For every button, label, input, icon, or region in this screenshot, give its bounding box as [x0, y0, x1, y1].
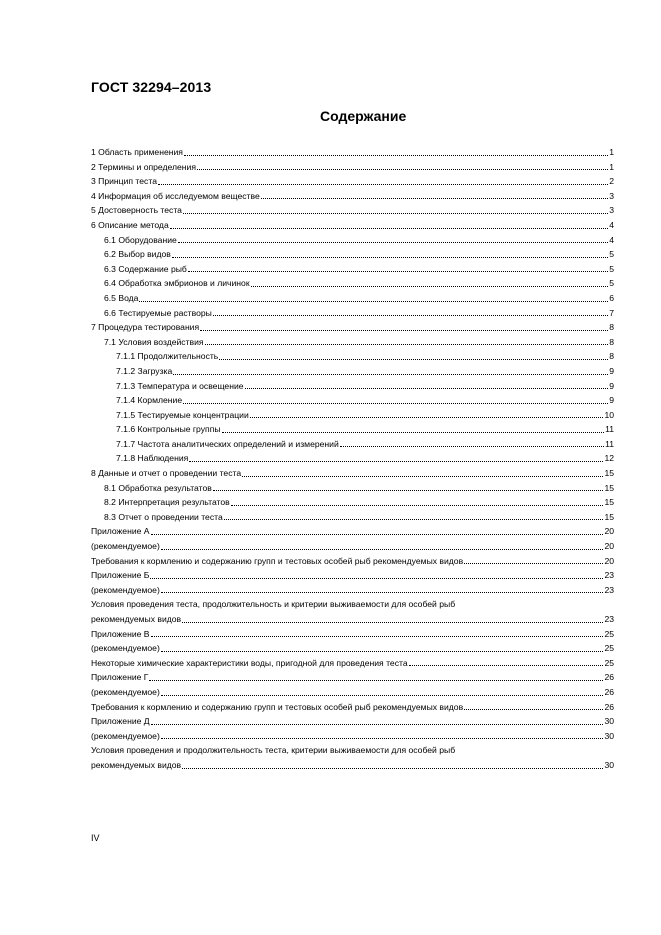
toc-entry-label: (рекомендуемое) [91, 730, 160, 741]
toc-leader-dots [222, 432, 605, 433]
toc-leader-dots [251, 286, 609, 287]
toc-entry-label: 7.1.4 Кормление [116, 395, 183, 406]
toc-leader-dots [200, 330, 608, 331]
toc-leader-dots [213, 490, 604, 491]
toc-entry-page: 1 [609, 147, 614, 157]
toc-leader-dots [173, 374, 608, 375]
toc-entry[interactable] [91, 583, 614, 598]
toc-leader-dots [161, 738, 604, 739]
toc-leader-dots [340, 446, 604, 447]
document-code: ГОСТ 32294–2013 [91, 79, 212, 95]
toc-entry[interactable] [91, 758, 614, 773]
toc-entry[interactable] [91, 656, 614, 671]
toc-entry[interactable] [91, 685, 614, 700]
table-of-contents [91, 145, 614, 773]
toc-entry-label: (рекомендуемое) [91, 643, 160, 654]
toc-entry-page: 5 [609, 263, 614, 274]
toc-entry-label: 7.1.7 Частота аналитических определений и измерений [116, 438, 339, 449]
toc-leader-dots [231, 505, 604, 506]
toc-leader-dots [183, 213, 608, 214]
toc-entry-label: Требования к кормлению и содержанию групп и тестовых особей рыб рекомендуемых видов [91, 555, 464, 566]
toc-entry-label: 7.1.3 Температура и освещение [116, 380, 244, 391]
toc-entry-label: 7 Процедура тестирования [91, 322, 200, 333]
toc-entry[interactable] [91, 145, 614, 160]
toc-entry-label: 6.2 Выбор видов [104, 249, 171, 260]
toc-entry-label: 6.6 Тестируемые растворы [104, 307, 212, 318]
toc-leader-dots [184, 155, 608, 156]
toc-entry-page: 30 [604, 716, 614, 727]
toc-leader-dots [245, 388, 609, 389]
toc-entry-page: 15 [604, 482, 614, 493]
toc-entry-label: 7.1.5 Тестируемые концентрации [116, 409, 249, 420]
toc-leader-dots [151, 724, 604, 725]
toc-entry-page: 4 [609, 234, 614, 245]
toc-entry-label: 7.1 Условия воздействия [104, 336, 204, 347]
toc-entry[interactable] [91, 495, 614, 510]
toc-entry-label: 8.1 Обработка результатов [104, 482, 212, 493]
toc-entry-page: 8 [609, 322, 614, 333]
toc-leader-dots [161, 695, 604, 696]
toc-entry[interactable] [91, 700, 614, 715]
toc-leader-dots [139, 301, 608, 302]
toc-leader-dots [158, 184, 608, 185]
toc-entry[interactable] [91, 276, 614, 291]
toc-entry[interactable] [91, 612, 614, 627]
toc-entry-page: 9 [609, 365, 614, 376]
toc-entry-page: 5 [609, 278, 614, 289]
toc-entry[interactable] [91, 335, 614, 350]
toc-entry[interactable] [91, 320, 614, 335]
toc-leader-dots [161, 549, 604, 550]
toc-leader-dots [151, 534, 604, 535]
toc-entry[interactable] [91, 262, 614, 277]
toc-entry-page: 9 [609, 395, 614, 406]
toc-entry-label: рекомендуемых видов [91, 759, 182, 770]
toc-entry[interactable] [91, 510, 614, 525]
toc-entry-label: (рекомендуемое) [91, 584, 160, 595]
toc-leader-dots [161, 651, 604, 652]
toc-entry-page: 12 [604, 453, 614, 464]
toc-entry-page: 10 [604, 409, 614, 420]
toc-entry[interactable] [91, 364, 614, 379]
toc-entry-page: 9 [609, 380, 614, 391]
toc-leader-dots [182, 768, 603, 769]
toc-entry-label: Условия проведения и продолжительность теста, критерии выживаемости для особей рыб [91, 745, 456, 756]
toc-leader-dots [197, 169, 608, 170]
toc-leader-dots [183, 403, 608, 404]
toc-leader-dots [213, 315, 608, 316]
toc-entry[interactable] [91, 743, 614, 758]
toc-entry[interactable] [91, 568, 614, 583]
toc-entry-page: 7 [609, 307, 614, 318]
toc-leader-dots [178, 242, 608, 243]
toc-entry[interactable] [91, 408, 614, 423]
toc-leader-dots [205, 344, 609, 345]
toc-entry-page: 25 [604, 643, 614, 654]
toc-entry-page: 8 [609, 336, 614, 347]
toc-entry[interactable] [91, 247, 614, 262]
toc-entry[interactable] [91, 466, 614, 481]
toc-entry-page: 25 [604, 657, 614, 668]
toc-entry[interactable] [91, 233, 614, 248]
toc-entry-label: (рекомендуемое) [91, 686, 160, 697]
toc-entry[interactable] [91, 218, 614, 233]
toc-leader-dots [182, 622, 603, 623]
toc-entry-label: 6.1 Оборудование [104, 234, 177, 245]
toc-entry[interactable] [91, 393, 614, 408]
toc-entry-label: Условия проведения теста, продолжительность и критерии выживаемости для особей рыб [91, 599, 456, 610]
toc-entry-page: 3 [609, 190, 614, 201]
toc-entry-label: 6.4 Обработка эмбрионов и личинок [104, 278, 250, 289]
toc-leader-dots [170, 228, 608, 229]
page-title: Содержание [320, 108, 407, 124]
toc-entry-label: 3 Принцип теста [91, 176, 157, 187]
toc-entry[interactable] [91, 641, 614, 656]
toc-entry[interactable] [91, 524, 614, 539]
toc-leader-dots [172, 257, 608, 258]
toc-entry-page: 20 [604, 555, 614, 566]
toc-leader-dots [149, 680, 603, 681]
toc-entry-label: 7.1.1 Продолжительность [116, 351, 219, 362]
toc-leader-dots [242, 476, 603, 477]
toc-entry-label: Приложение Г [91, 672, 149, 683]
toc-entry-page: 2 [609, 176, 614, 187]
toc-entry-page: 20 [604, 526, 614, 537]
toc-entry-page: 20 [604, 541, 614, 552]
toc-entry-page: 6 [609, 292, 614, 303]
toc-entry-label: Приложение Б [91, 570, 150, 581]
toc-entry-label: 6.5 Вода [104, 292, 139, 303]
toc-leader-dots [464, 709, 603, 710]
toc-entry-label: 2 Термины и определения [91, 161, 197, 172]
toc-leader-dots [188, 271, 608, 272]
toc-entry-page: 1 [609, 161, 614, 172]
toc-entry-label: Требования к кормлению и содержанию групп и тестовых особей рыб рекомендуемых видов [91, 701, 464, 712]
toc-entry[interactable] [91, 422, 614, 437]
toc-entry[interactable] [91, 481, 614, 496]
toc-entry-label: 8.3 Отчет о проведении теста [104, 511, 223, 522]
toc-entry-page: 23 [604, 584, 614, 595]
toc-entry-label: 6.3 Содержание рыб [104, 263, 187, 274]
toc-leader-dots [151, 636, 604, 637]
toc-entry-label: Приложение В [91, 628, 150, 639]
toc-entry-page: 11 [605, 438, 614, 449]
toc-leader-dots [189, 461, 603, 462]
toc-entry-label: 7.1.8 Наблюдения [116, 453, 189, 464]
toc-entry[interactable] [91, 451, 614, 466]
toc-entry[interactable] [91, 203, 614, 218]
toc-entry-page: 23 [604, 570, 614, 581]
toc-entry-page: 15 [604, 511, 614, 522]
toc-entry-page: 25 [604, 628, 614, 639]
toc-entry-label: (рекомендуемое) [91, 541, 160, 552]
toc-entry-page: 26 [604, 686, 614, 697]
toc-entry[interactable] [91, 174, 614, 189]
toc-entry-label: 4 Информация об исследуемом веществе [91, 190, 260, 201]
toc-entry[interactable] [91, 670, 614, 685]
toc-entry[interactable] [91, 554, 614, 569]
toc-entry[interactable] [91, 729, 614, 744]
toc-entry-page: 11 [605, 424, 614, 435]
toc-entry-label: Некоторые химические характеристики воды, пригодной для проведения теста [91, 657, 408, 668]
toc-entry[interactable] [91, 349, 614, 364]
toc-entry[interactable] [91, 306, 614, 321]
toc-entry[interactable] [91, 627, 614, 642]
toc-leader-dots [464, 563, 603, 564]
toc-entry-page: 30 [604, 730, 614, 741]
toc-entry[interactable] [91, 291, 614, 306]
toc-entry[interactable] [91, 160, 614, 175]
toc-entry[interactable] [91, 379, 614, 394]
toc-entry-page: 26 [604, 701, 614, 712]
toc-entry-label: 8 Данные и отчет о проведении теста [91, 468, 242, 479]
toc-leader-dots [261, 198, 608, 199]
toc-entry-page: 3 [609, 205, 614, 216]
toc-entry-label: 6 Описание метода [91, 219, 169, 230]
toc-entry-label: рекомендуемых видов [91, 614, 182, 624]
toc-leader-dots [250, 417, 604, 418]
toc-entry-page: 8 [609, 351, 614, 362]
toc-entry-page: 23 [604, 614, 614, 624]
toc-entry-page: 4 [609, 219, 614, 230]
page-number: IV [91, 833, 100, 843]
toc-entry[interactable] [91, 714, 614, 729]
toc-entry-label: Приложение Д [91, 716, 150, 727]
toc-entry[interactable] [91, 437, 614, 452]
toc-entry[interactable] [91, 597, 614, 612]
toc-leader-dots [409, 665, 604, 666]
toc-entry-label: 7.1.6 Контрольные группы [116, 424, 221, 435]
toc-entry[interactable] [91, 189, 614, 204]
toc-entry-page: 5 [609, 249, 614, 260]
toc-leader-dots [150, 578, 603, 579]
toc-entry[interactable] [91, 539, 614, 554]
toc-entry-label: 5 Достоверность теста [91, 205, 182, 216]
toc-entry-label: 7.1.2 Загрузка [116, 365, 173, 376]
toc-entry-page: 15 [604, 497, 614, 508]
toc-entry-label: Приложение А [91, 526, 150, 537]
toc-entry-label: 8.2 Интерпретация результатов [104, 497, 230, 508]
toc-leader-dots [219, 359, 608, 360]
toc-leader-dots [161, 592, 604, 593]
toc-entry-label: 1 Область применения [91, 147, 183, 157]
toc-entry-page: 15 [604, 468, 614, 479]
toc-entry-page: 26 [604, 672, 614, 683]
toc-leader-dots [224, 519, 604, 520]
toc-entry-page: 30 [604, 759, 614, 770]
